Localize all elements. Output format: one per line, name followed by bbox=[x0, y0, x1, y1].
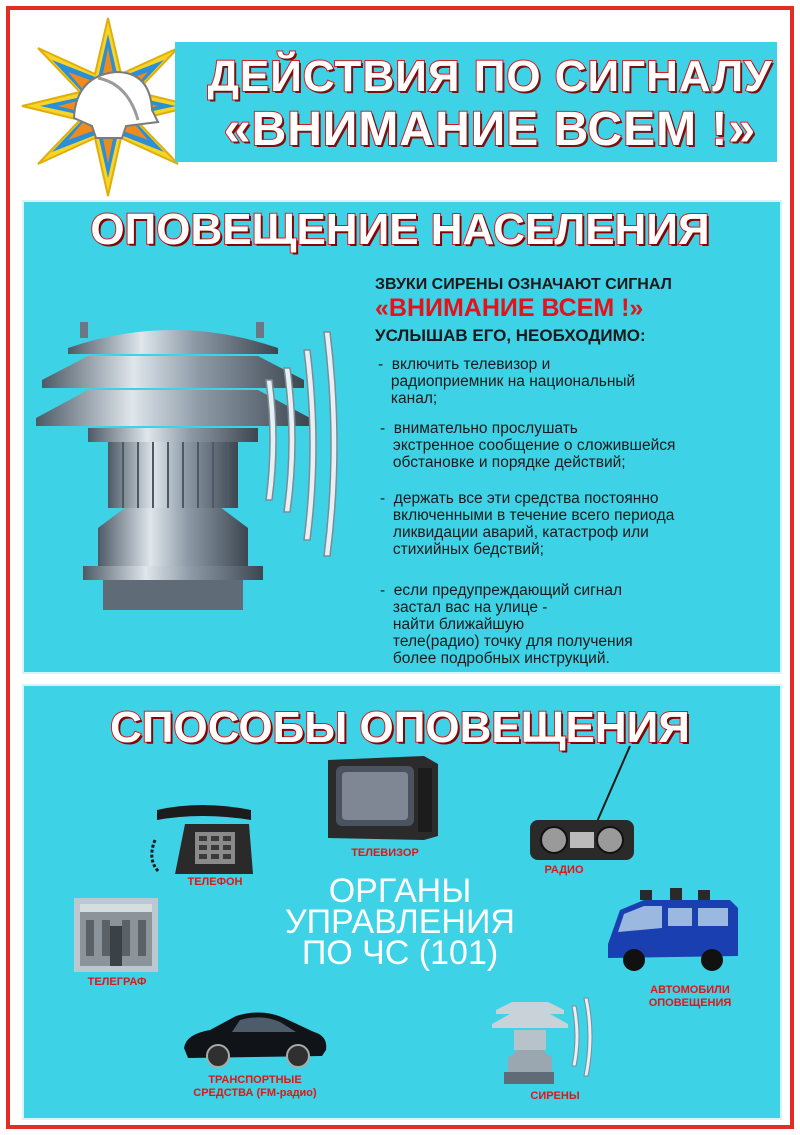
intro-line3: УСЛЫШАВ ЕГО, НЕОБХОДИМО: bbox=[375, 326, 646, 345]
control-center-line2: УПРАВЛЕНИЯ bbox=[285, 903, 515, 941]
page-title-line1: ДЕЙСТВИЯ ПО СИГНАЛУ bbox=[207, 52, 773, 101]
action-item-1: - включить телевизор и радиоприемник на национальный канал; bbox=[378, 356, 636, 407]
alert-cars-label-line2: ОПОВЕЩЕНИЯ bbox=[648, 997, 732, 1009]
telegraph-building-icon bbox=[74, 898, 158, 972]
car-icon bbox=[180, 1004, 330, 1068]
transport-label-line1: ТРАНСПОРТНЫЕ bbox=[208, 1074, 302, 1086]
control-center-line3: ПО ЧС (101) bbox=[301, 934, 499, 972]
intro-line2: «ВНИМАНИЕ ВСЕМ !» bbox=[375, 294, 644, 322]
small-siren-icon bbox=[490, 992, 600, 1088]
phone-label: ТЕЛЕФОН bbox=[187, 876, 243, 888]
transport-label-line2: СРЕДСТВА (FM-радио) bbox=[193, 1087, 317, 1099]
action-item-2: - внимательно прослушать экстренное сообщение о сложившейся обстановке и порядке действий; bbox=[380, 420, 676, 471]
action-item-4: - если предупреждающий сигнал застал вас на улице - найти ближайшую теле(радио) точку для получения более подробных инструкций. bbox=[380, 582, 633, 667]
radio-label: РАДИО bbox=[544, 864, 584, 876]
tv-label: ТЕЛЕВИЗОР bbox=[351, 847, 419, 859]
control-center-line1: ОРГАНЫ bbox=[328, 872, 472, 910]
action-item-3: - держать все эти средства постоянно включенными в течение всего периода ликвидации аварий, катастроф или стихийных бедствий; bbox=[380, 490, 675, 558]
notification-heading: ОПОВЕЩЕНИЕ НАСЕЛЕНИЯ bbox=[90, 205, 710, 254]
tv-icon bbox=[324, 754, 442, 844]
sound-waves-icon bbox=[258, 328, 348, 560]
mchs-star-helmet-icon bbox=[18, 14, 198, 199]
alert-cars-label-line1: АВТОМОБИЛИ bbox=[650, 984, 730, 996]
telegraph-label: ТЕЛЕГРАФ bbox=[87, 976, 147, 988]
page-title-line2: «ВНИМАНИЕ ВСЕМ !» bbox=[223, 103, 757, 156]
intro-line1: ЗВУКИ СИРЕНЫ ОЗНАЧАЮТ СИГНАЛ bbox=[375, 276, 672, 293]
transport-label bbox=[180, 1074, 330, 1100]
sirens-label: СИРЕНЫ bbox=[530, 1090, 580, 1102]
alert-cars-label bbox=[626, 984, 754, 1010]
methods-heading: СПОСОБЫ ОПОВЕЩЕНИЯ bbox=[110, 703, 690, 752]
radio-icon bbox=[526, 744, 638, 866]
phone-icon bbox=[145, 800, 257, 878]
control-center-text bbox=[230, 872, 570, 972]
alert-van-icon bbox=[600, 888, 742, 976]
